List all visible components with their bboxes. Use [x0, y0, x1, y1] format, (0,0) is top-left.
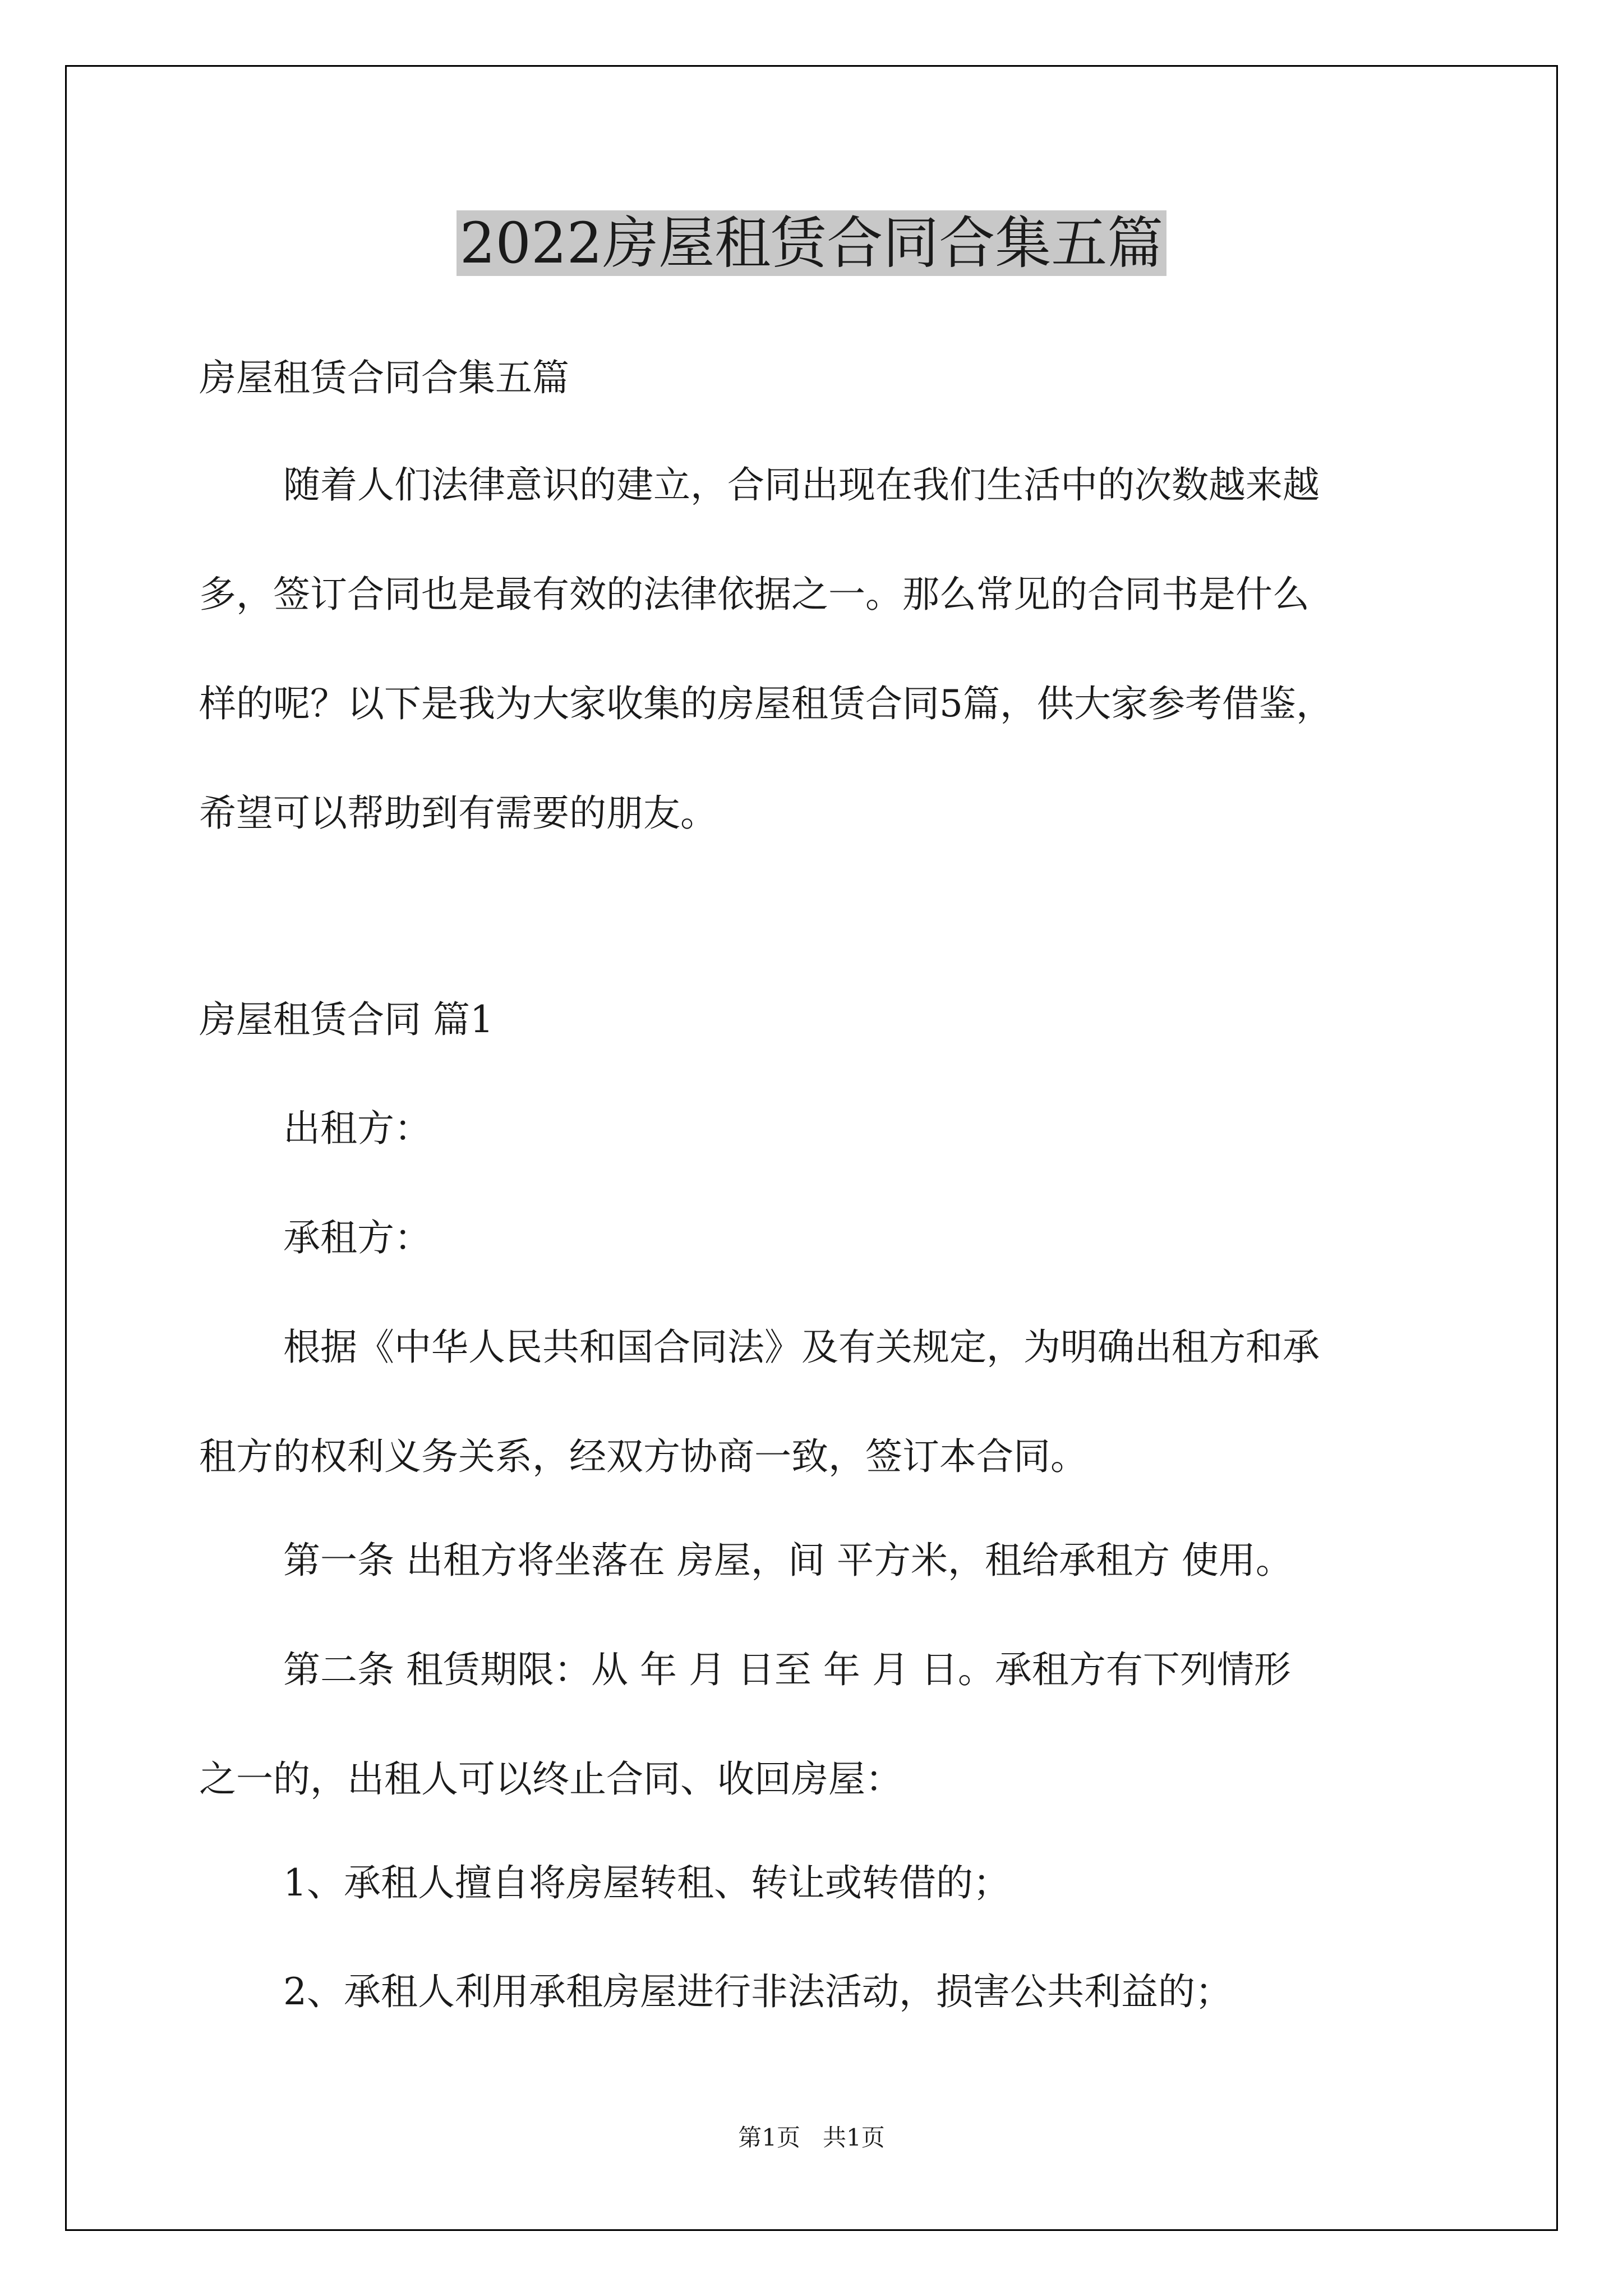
lessee-line: 承租方：: [283, 1216, 431, 1259]
intro-heading: 房屋租赁合同合集五篇: [199, 356, 569, 399]
intro-paragraph-line: 希望可以帮助到有需要的朋友。: [199, 792, 717, 835]
intro-paragraph-line: 随着人们法律意识的建立，合同出现在我们生活中的次数越来越: [283, 463, 1320, 507]
clause-1-line: 1、承租人擅自将房屋转租、转让或转借的；: [283, 1861, 1010, 1904]
page-footer: 第1页 共1页: [738, 2124, 885, 2151]
contract-paragraph-line: 租方的权利义务关系，经双方协商一致，签订本合同。: [199, 1435, 1087, 1478]
section-heading: 房屋租赁合同 篇1: [199, 998, 494, 1041]
article-2-line: 之一的，出租人可以终止合同、收回房屋：: [199, 1757, 902, 1801]
document-title: [0, 206, 1623, 280]
intro-paragraph-line: 多，签订合同也是最有效的法律依据之一。那么常见的合同书是什么: [199, 573, 1310, 616]
lessor-line: 出租方：: [283, 1107, 431, 1150]
article-1-line: 第一条 出租方将坐落在 房屋，间 平方米，租给承租方 使用。: [283, 1539, 1293, 1582]
intro-paragraph-line: 样的呢？以下是我为大家收集的房屋租赁合同5篇，供大家参考借鉴，: [199, 682, 1333, 725]
contract-paragraph-line: 根据《中华人民共和国合同法》及有关规定，为明确出租方和承: [283, 1326, 1320, 1369]
clause-2-line: 2、承租人利用承租房屋进行非法活动，损害公共利益的；: [283, 1970, 1232, 2013]
article-2-line: 第二条 租赁期限：从 年 月 日至 年 月 日。承租方有下列情形: [283, 1648, 1291, 1691]
document-title-text: 2022房屋租赁合同合集五篇: [457, 210, 1167, 276]
